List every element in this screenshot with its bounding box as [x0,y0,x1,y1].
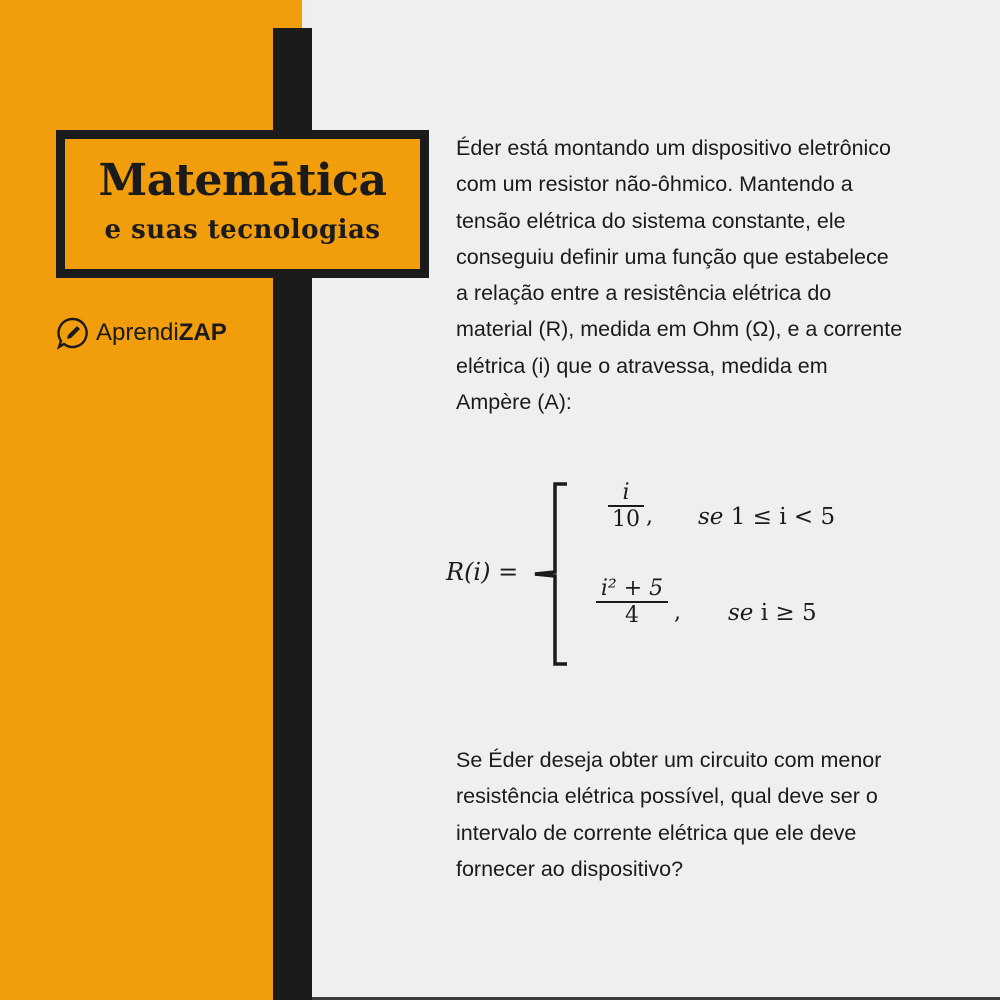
case1-comma: , [646,504,653,529]
prompt-line: intervalo de corrente elétrica que ele deve [456,820,857,845]
piecewise-formula [440,470,860,680]
brand-logo [56,316,227,350]
case1-condition: se 1 ≤ i < 5 [698,504,836,530]
intro-line: a relação entre a resistência elétrica do [456,281,832,306]
case2-condition: se i ≥ 5 [728,600,817,626]
case2-fraction: $\frac{\text{i² + 5}}{4}$ [596,576,668,628]
question-intro [456,130,956,420]
pencil-chat-icon [56,316,90,350]
intro-line: material (R), medida em Ohm (Ω), e a corrente [456,317,903,342]
subject-title: Matemātica [98,155,387,206]
intro-line: tensão elétrica do sistema constante, ele [456,208,846,233]
question-prompt [456,742,956,887]
intro-line: conseguiu definir uma função que estabelece [456,244,889,269]
prompt-line: fornecer ao dispositivo? [456,856,684,881]
case2-comma: , [674,600,681,625]
prompt-line: resistência elétrica possível, qual deve ser o [456,784,878,809]
intro-line: Éder está montando um dispositivo eletrônico [456,136,892,160]
intro-line: Ampère (A): [456,390,572,415]
brand-name: AprendiZAP [96,319,227,346]
case1-fraction: $\frac{i}{10}$ [608,480,644,532]
subject-subtitle: e suas tecnologias [104,215,381,245]
formula-lhs: R(i) = [446,558,519,586]
subject-title-box [56,130,429,278]
left-brace-icon [533,478,593,668]
prompt-line: Se Éder deseja obter um circuito com menor [456,748,882,772]
intro-line: elétrica (i) que o atravessa, medida em [456,353,828,378]
intro-line: com um resistor não-ôhmico. Mantendo a [456,172,853,197]
